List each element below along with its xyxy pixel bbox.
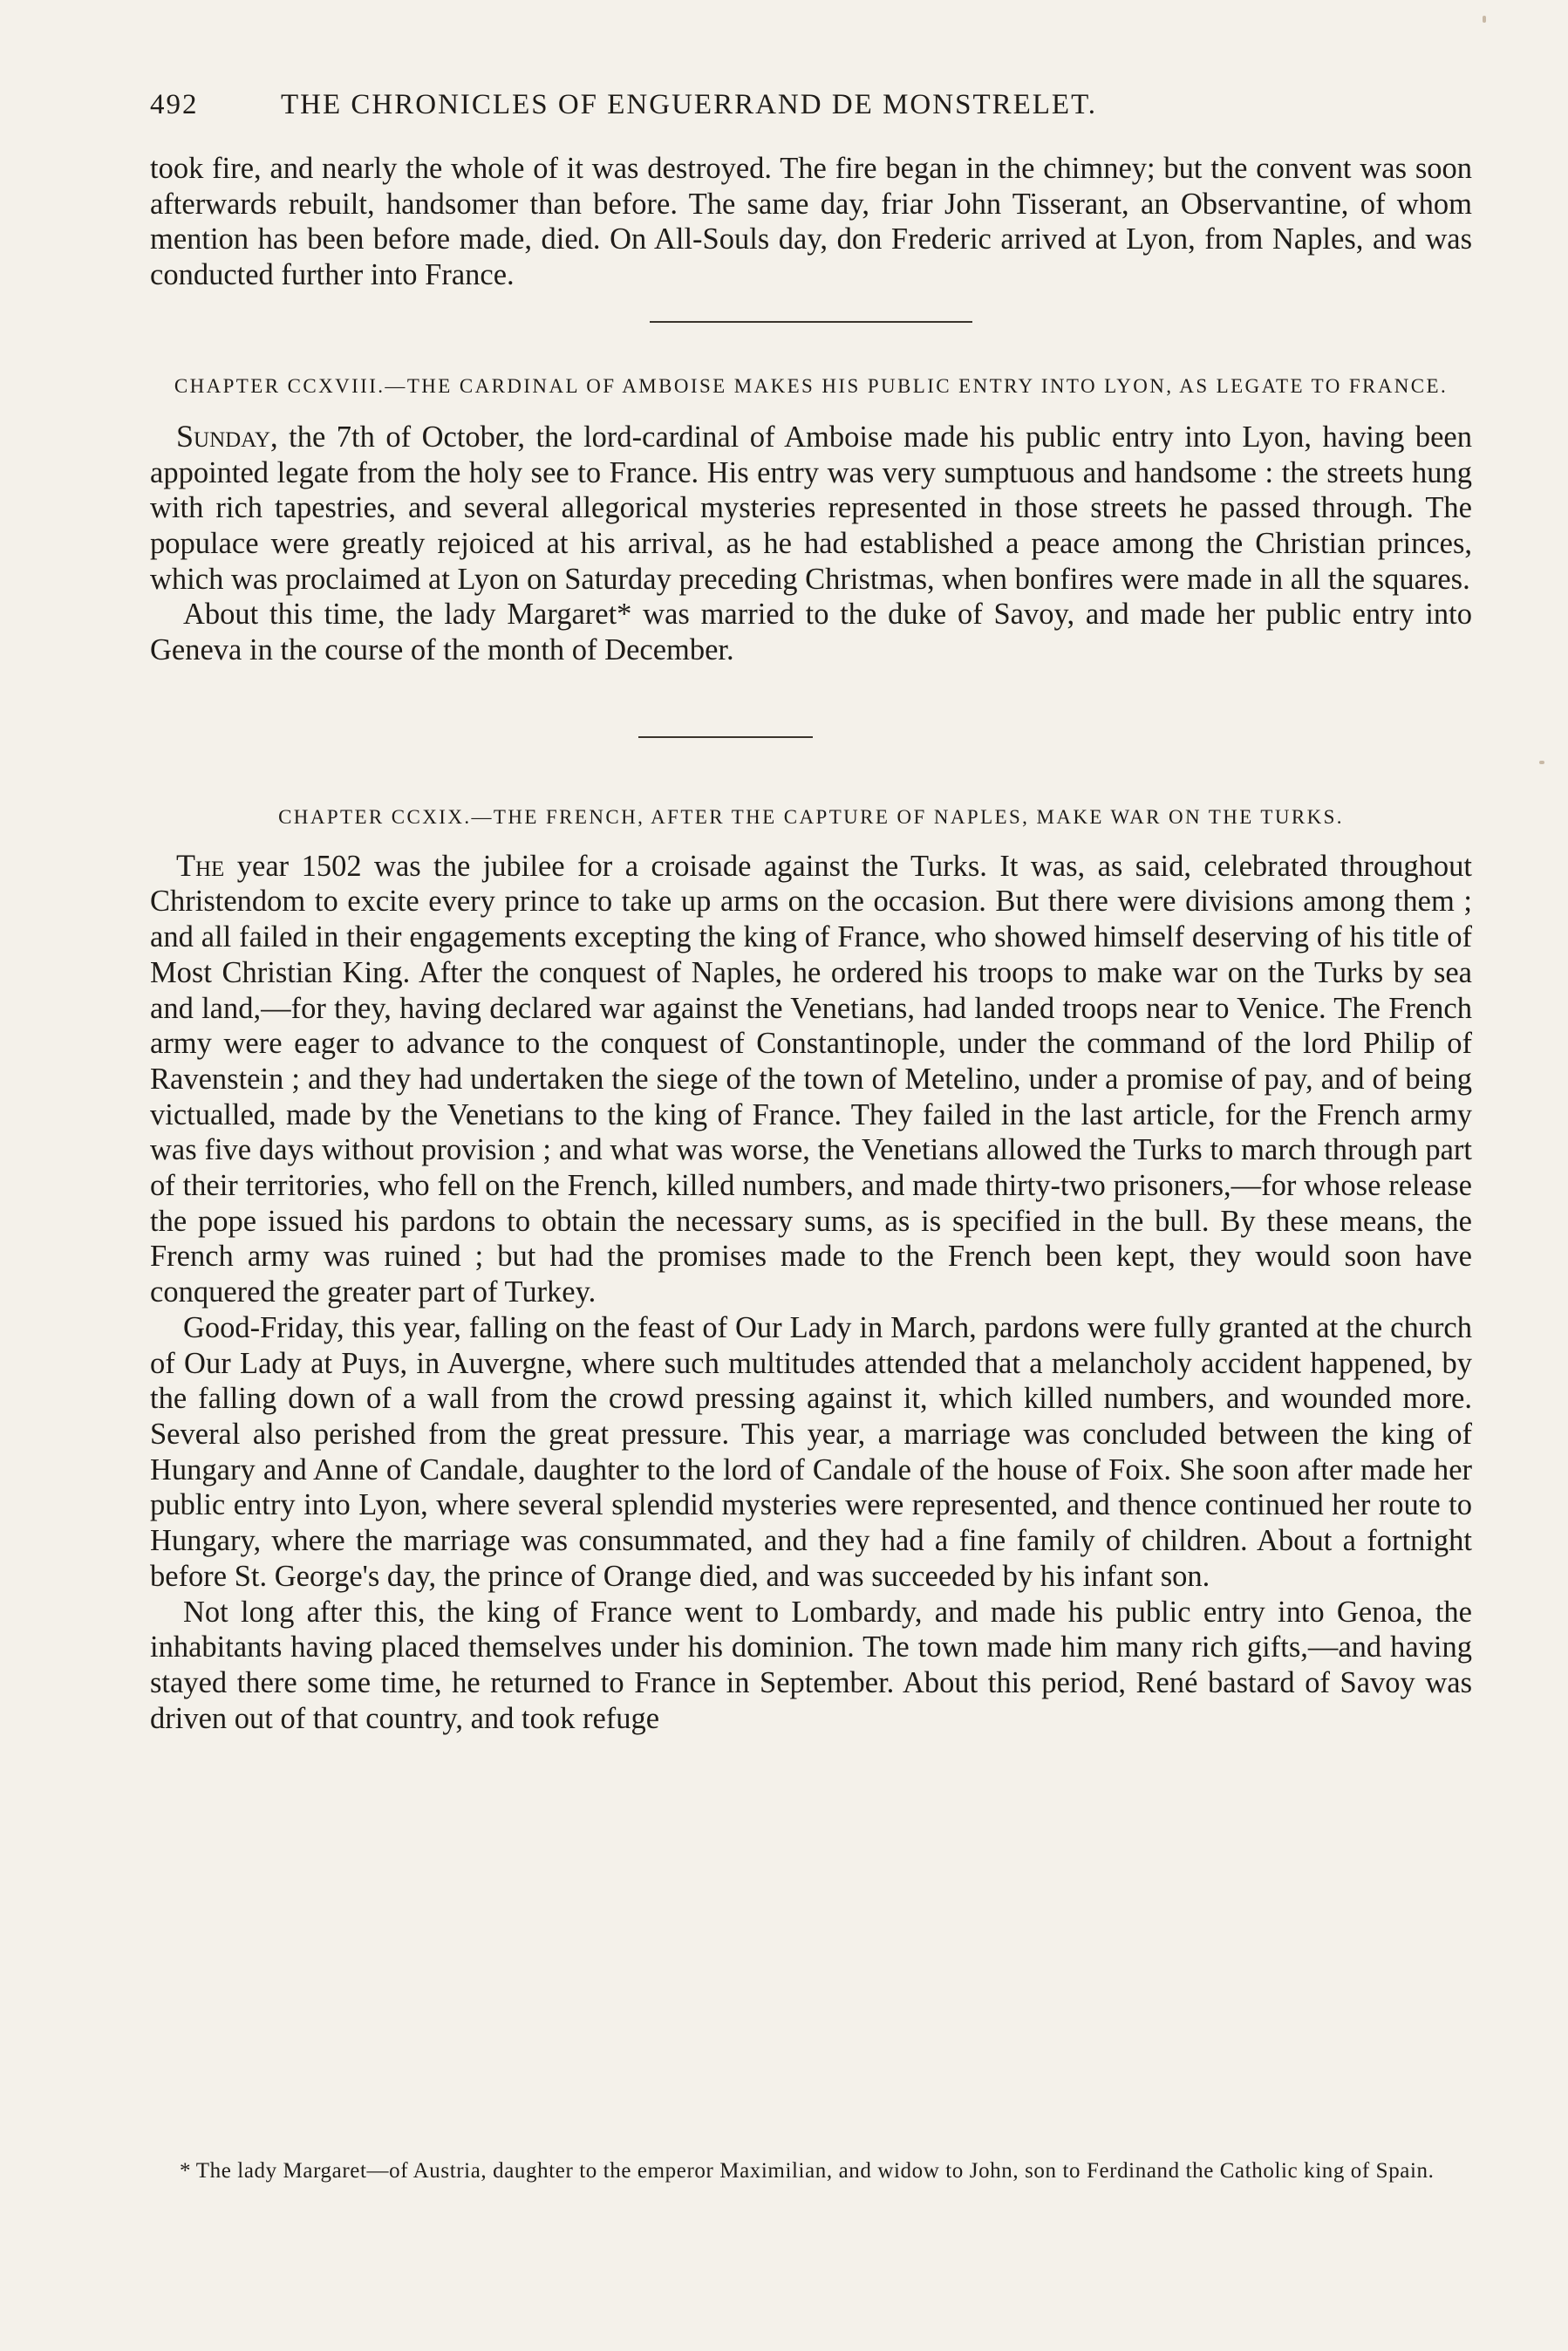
paper-speck (1483, 16, 1486, 23)
chapter-ccxix-lead-word: The (176, 847, 225, 883)
chapter-ccxix-paragraph-1-text: year 1502 was the jubilee for a croisade against the Turks. It was, as said, celebrated throughout Christendom to excite every prince to take up arms on the occasion. But there were divisions among them ; and all failed in their engagements excepting the king of France, who showed himself deserving of his title of Most Christian King. After the conquest of Naples, he ordered his troops to make war on the Turks by sea and land,—for they, having declared war against the Venetians, had landed troops near to Venice. The French army were eager to advance to the conquest of Constantinople, under the command of the lord Philip of Ravenstein ; and they had undertaken the siege of the town of Metelino, under a promise of pay, and of being victualled, made by the Venetians to the king of France. They failed in the last article, for the French army was five days without provision ; and what was worse, the Venetians allowed the Turks to march through part of their territories, who fell on the French, killed numbers, and made thirty-two prisoners,—for whose release the pope issued his pardons to obtain the necessary sums, as is specified in the bull. By these means, the French army was ruined ; but had the promises made to the French been kept, they would soon have conquered the greater part of Turkey. (150, 849, 1472, 1309)
chapter-ccxix-paragraph-1 (150, 848, 1472, 1310)
chapter-heading-ccxix: CHAPTER CCXIX.—THE FRENCH, AFTER THE CAPTURE OF NAPLES, MAKE WAR ON THE TURKS. (278, 805, 1344, 828)
footnote-marker: * (180, 2159, 191, 2183)
section-divider (650, 321, 972, 323)
section-divider (638, 736, 813, 738)
paper-speck (1539, 761, 1544, 764)
opening-paragraph: took fire, and nearly the whole of it was destroyed. The fire began in the chimney; but the convent was soon afterwards rebuilt, handsomer than before. The same day, friar John Tisserant, an Observantine, of whom mention has been before made, died. On All-Souls day, don Frederic arrived at Lyon, from Naples, and was conducted further into France. (150, 152, 1472, 292)
chapter-ccxviii-paragraph-1-text: , the 7th of October, the lord-cardinal of Amboise made his public entry into Lyon, having been appointed legate from the holy see to France. His entry was very sumptuous and handsome : the streets hung with rich tapestries, and several allegorical mysteries represented in those streets he passed through. The populace were greatly rejoiced at his arrival, as he had established a peace among the Christian princes, which was proclaimed at Lyon on Saturday preceding Christmas, when bonfires were made in all the squares. (150, 420, 1472, 596)
chapter-heading-ccxviii: CHAPTER CCXVIII.—THE CARDINAL OF AMBOISE MAKES HIS PUBLIC ENTRY INTO LYON, AS LEGATE TO FRANCE. (174, 374, 1449, 397)
chapter-ccxviii-lead-word: Sunday (176, 418, 270, 454)
chapter-ccxviii-paragraph-1 (150, 419, 1472, 598)
chapter-ccxviii-paragraph-2: About this time, the lady Margaret* was married to the duke of Savoy, and made her public entry into Geneva in the course of the month of December. (150, 598, 1472, 667)
footnote-text: The lady Margaret—of Austria, daughter to the emperor Maximilian, and widow to John, son to Ferdinand the Catholic king of Spain. (195, 2159, 1435, 2183)
chapter-ccxix-paragraph-3: Not long after this, the king of France went to Lombardy, and made his public entry into Genoa, the inhabitants having placed themselves under his dominion. The town made him many rich gifts,—and having stayed there some time, he returned to France in September. About this period, René bastard of Savoy was driven out of that country, and took refuge (150, 1595, 1472, 1735)
chapter-ccxix-paragraph-2: Good-Friday, this year, falling on the feast of Our Lady in March, pardons were fully granted at the church of Our Lady at Puys, in Auvergne, where such multitudes attended that a melancholy accident happened, by the falling down of a wall from the crowd pressing against it, which killed numbers, and wounded more. Several also perished from the great pressure. This year, a marriage was concluded between the king of Hungary and Anne of Candale, daughter to the lord of Candale of the house of Foix. She soon after made her public entry into Lyon, where several splendid mysteries were represented, and thence continued her route to Hungary, where the marriage was consummated, and they had a fine family of children. About a fortnight before St. George's day, the prince of Orange died, and was succeeded by his infant son. (150, 1310, 1472, 1593)
page-number: 492 (150, 89, 199, 120)
footnote (155, 2158, 1472, 2184)
running-header (150, 89, 1472, 121)
running-title: THE CHRONICLES OF ENGUERRAND DE MONSTRELET. (281, 89, 1098, 120)
